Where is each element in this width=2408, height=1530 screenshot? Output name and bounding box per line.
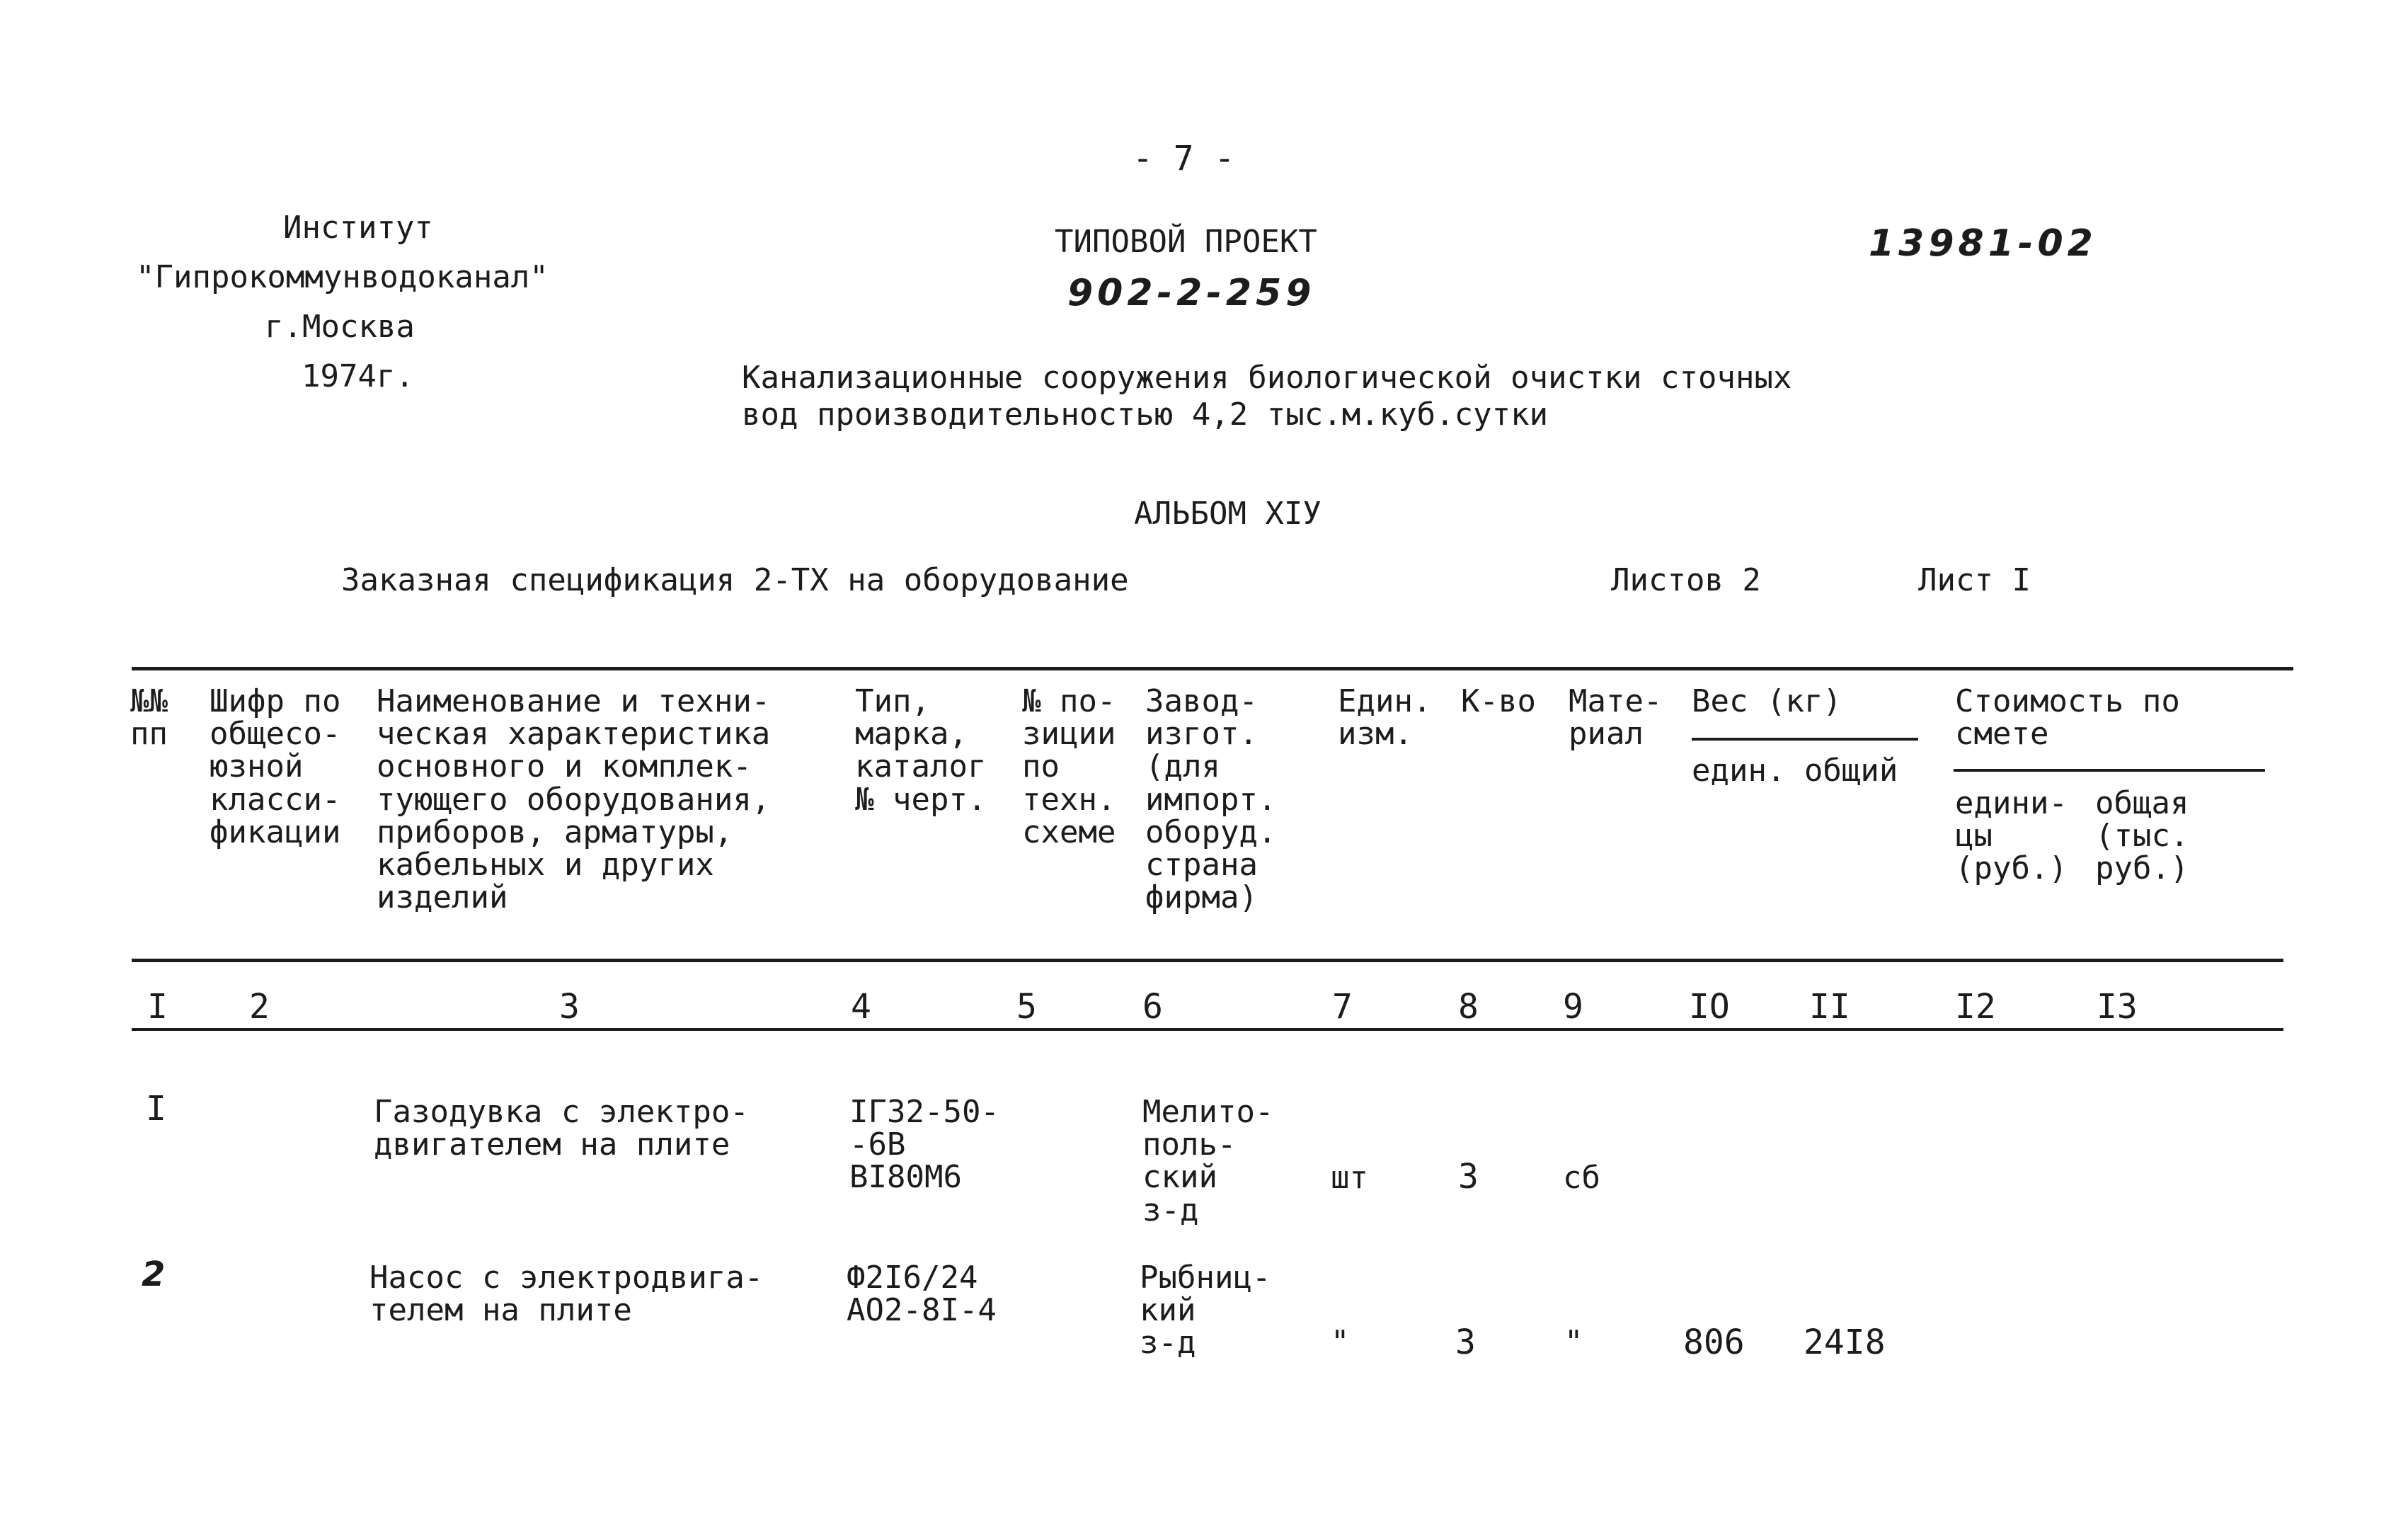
manufacturer: Мелито- поль- ский з-д xyxy=(1142,1094,1274,1228)
sheets-total: Листов 2 xyxy=(1611,562,1761,598)
header-weight-unit-total: един. общий xyxy=(1692,753,1898,789)
header-cost-total: общая (тыс. руб.) xyxy=(2095,785,2189,887)
header-quantity: К-во xyxy=(1461,683,1536,719)
equipment-type: Ф2I6/24 АО2-8I-4 xyxy=(847,1260,997,1329)
weight-unit: 806 xyxy=(1683,1323,1745,1362)
column-numbers-rule xyxy=(132,1028,2283,1031)
header-cost-unit: едини- цы (руб.) xyxy=(1955,785,2068,887)
header-position: № по- зиции по техн. схеме xyxy=(1022,683,1116,850)
material: " xyxy=(1564,1324,1583,1360)
column-number: I3 xyxy=(2097,987,2138,1027)
institute-line2: "Гипрокоммунводоканал" xyxy=(136,259,549,295)
sheet-number: Лист I xyxy=(1918,562,2031,598)
column-number: 3 xyxy=(559,987,580,1027)
page-number: - 7 - xyxy=(1133,139,1235,178)
unit: шт xyxy=(1331,1160,1368,1196)
quantity: 3 xyxy=(1455,1323,1476,1362)
project-title-line1: Канализационные сооружения биологической очистки сточных xyxy=(742,360,1792,396)
header-type-mark: Тип, марка, каталог № черт. xyxy=(855,683,987,818)
column-number: 7 xyxy=(1332,987,1353,1027)
quantity: 3 xyxy=(1458,1157,1479,1197)
material: сб xyxy=(1563,1160,1600,1196)
equipment-type: IГ32-50- -6В ВI80М6 xyxy=(849,1094,999,1196)
column-number: I2 xyxy=(1955,987,1996,1027)
weight-total: 24I8 xyxy=(1804,1323,1886,1362)
institute-line1: Институт xyxy=(283,210,433,246)
column-number: 5 xyxy=(1016,987,1037,1027)
album-title: АЛЬБОМ XIУ xyxy=(1134,496,1321,532)
header-cost-group: Стоимость по смете xyxy=(1955,683,2180,753)
column-number: II xyxy=(1809,987,1850,1027)
row-number: I xyxy=(146,1089,166,1129)
header-material: Мате- риал xyxy=(1569,683,1663,753)
column-number: 2 xyxy=(249,987,270,1027)
header-name-characteristics: Наименование и техни- ческая характеристика основного и комплек- тующего оборудования, приборов, арматуры, кабельных и других изделий xyxy=(377,683,771,916)
table-top-rule xyxy=(132,667,2293,670)
header-row-number: №№ пп xyxy=(130,683,168,753)
spec-title: Заказная спецификация 2-ТХ на оборудование xyxy=(341,562,1129,598)
header-manufacturer: Завод- изгот. (для импорт. оборуд. страна фирма) xyxy=(1145,683,1277,916)
row-number: 2 xyxy=(142,1255,170,1294)
header-unit: Един. изм. xyxy=(1338,683,1432,753)
archive-code: 13981-02 xyxy=(1869,222,2097,265)
column-number: 6 xyxy=(1142,987,1163,1027)
manufacturer: Рыбниц- кий з-д xyxy=(1140,1260,1271,1361)
header-weight-group: Вес (кг) xyxy=(1692,683,1842,719)
cost-group-rule xyxy=(1954,769,2265,772)
institute-city: г.Москва xyxy=(265,309,415,345)
column-number: IO xyxy=(1689,987,1730,1027)
project-label: ТИПОВОЙ ПРОЕКТ xyxy=(1055,224,1317,260)
column-number: 8 xyxy=(1458,987,1479,1027)
equipment-name: Газодувка с электро- двигателем на плите xyxy=(374,1094,749,1163)
unit: " xyxy=(1331,1324,1350,1360)
project-number: 902-2-259 xyxy=(1067,272,1316,314)
column-number: 9 xyxy=(1563,987,1583,1027)
weight-group-rule xyxy=(1692,738,1918,741)
institute-year: 1974г. xyxy=(302,358,414,394)
header-classification-code: Шифр по общесо- юзной класси- фикации xyxy=(210,683,341,850)
project-title-line2: вод производительностью 4,2 тыс.м.куб.сутки xyxy=(742,396,1549,433)
column-number: 4 xyxy=(851,987,871,1027)
header-bottom-rule xyxy=(132,959,2283,962)
equipment-name: Насос с электродвига- телем на плите xyxy=(369,1260,764,1329)
column-number: I xyxy=(147,987,168,1027)
